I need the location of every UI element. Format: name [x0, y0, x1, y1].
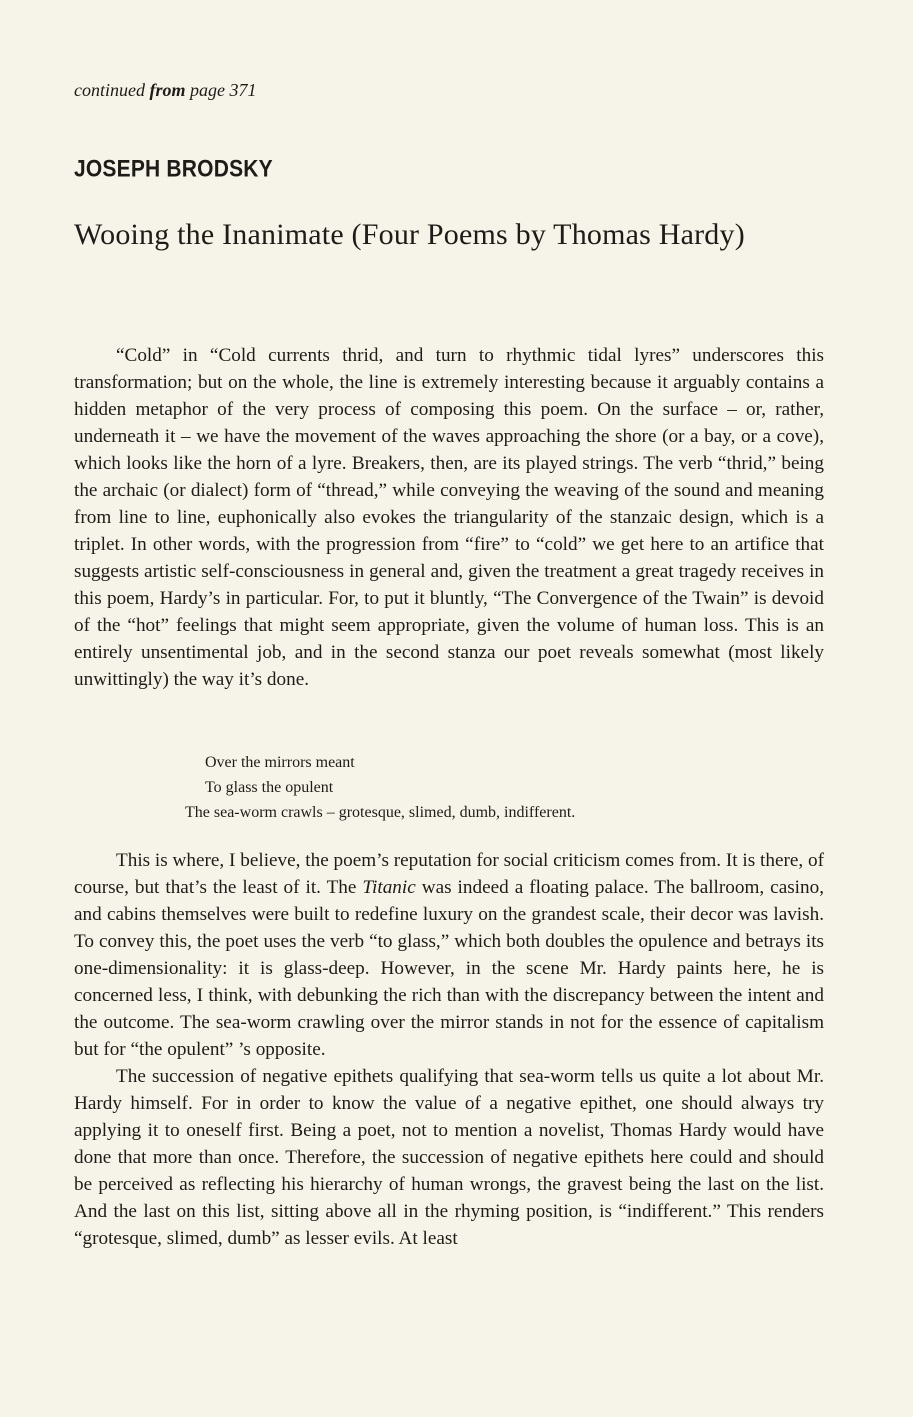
poem-line-3: The sea-worm crawls – grotesque, slimed, dumb, indifferent. — [185, 804, 576, 821]
poem-line-2: To glass the opulent — [205, 779, 334, 796]
body-text-top — [74, 342, 824, 693]
continued-from-word: from — [149, 80, 186, 100]
poem-line-1: Over the mirrors meant — [205, 754, 355, 771]
paragraph-2-end: was indeed a floating palace. The ballroom, casino, and cabins themselves were built to redefine luxury on the grandest scale, their decor was lavish. To convey this, the poet uses the verb “to glass,” which both doubles the opulence and betrays its one-dimensionality: it is glass-deep. However, in the scene Mr. Hardy paints here, he is concerned less, I think, with debunking the rich than with the discrepancy between the intent and the outcome. The sea-worm crawling over the mirror stands in not for the essence of capitalism but for “the opulent” ’s opposite. — [74, 877, 824, 1060]
body-text-bottom — [74, 847, 824, 1252]
ship-name-italic: Titanic — [362, 877, 416, 898]
essay-title: Wooing the Inanimate (Four Poems by Thomas Hardy) — [74, 218, 745, 251]
continued-note — [74, 80, 256, 101]
paragraph-3: The succession of negative epithets qualifying that sea-worm tells us quite a lot about Mr. Hardy himself. For in order to know the value of a negative epithet, one should always try applying it to oneself first. Being a poet, not to mention a novelist, Thomas Hardy would have done that more than once. Therefore, the succession of negative epithets here could and should be perceived as reflecting his hierarchy of human wrongs, the gravest being the last on the list. And the last on this list, sitting above all in the rhyming position, is “indifferent.” This renders “grotesque, slimed, dumb” as lesser evils. At least — [74, 1066, 824, 1249]
continued-prefix: continued — [74, 80, 150, 100]
paragraph-2-start: This is where, I believe, the poem’s reputation for social criticism comes from. It is there, of course, but that’s the least of it. The — [74, 850, 824, 898]
author-name: JOSEPH BRODSKY — [74, 156, 273, 183]
continued-page-ref: page 371 — [185, 80, 257, 100]
poem-quotation — [185, 750, 575, 825]
paragraph-1: “Cold” in “Cold currents thrid, and turn to rhythmic tidal lyres” underscores this transformation; but on the whole, the line is extremely interesting because it arguably contains a hidden metaphor of the very process of composing this poem. On the surface – or, rather, underneath it – we have the movement of the waves approaching the shore (or a bay, or a cove), which looks like the horn of a lyre. Breakers, then, are its played strings. The verb “thrid,” being the archaic (or dialect) form of “thread,” while conveying the weaving of the sound and meaning from line to line, euphonically also evokes the triangularity of the stanzaic design, which is a triplet. In other words, with the progression from “fire” to “cold” we get here to an artifice that suggests artistic self-consciousness in general and, given the treatment a great tragedy receives in this poem, Hardy’s in particular. For, to put it bluntly, “The Convergence of the Twain” is devoid of the “hot” feelings that might seem appropriate, given the volume of human loss. This is an entirely unsentimental job, and in the second stanza our poet reveals somewhat (most likely unwittingly) the way it’s done. — [74, 345, 824, 690]
paragraph-2 — [74, 847, 824, 1063]
